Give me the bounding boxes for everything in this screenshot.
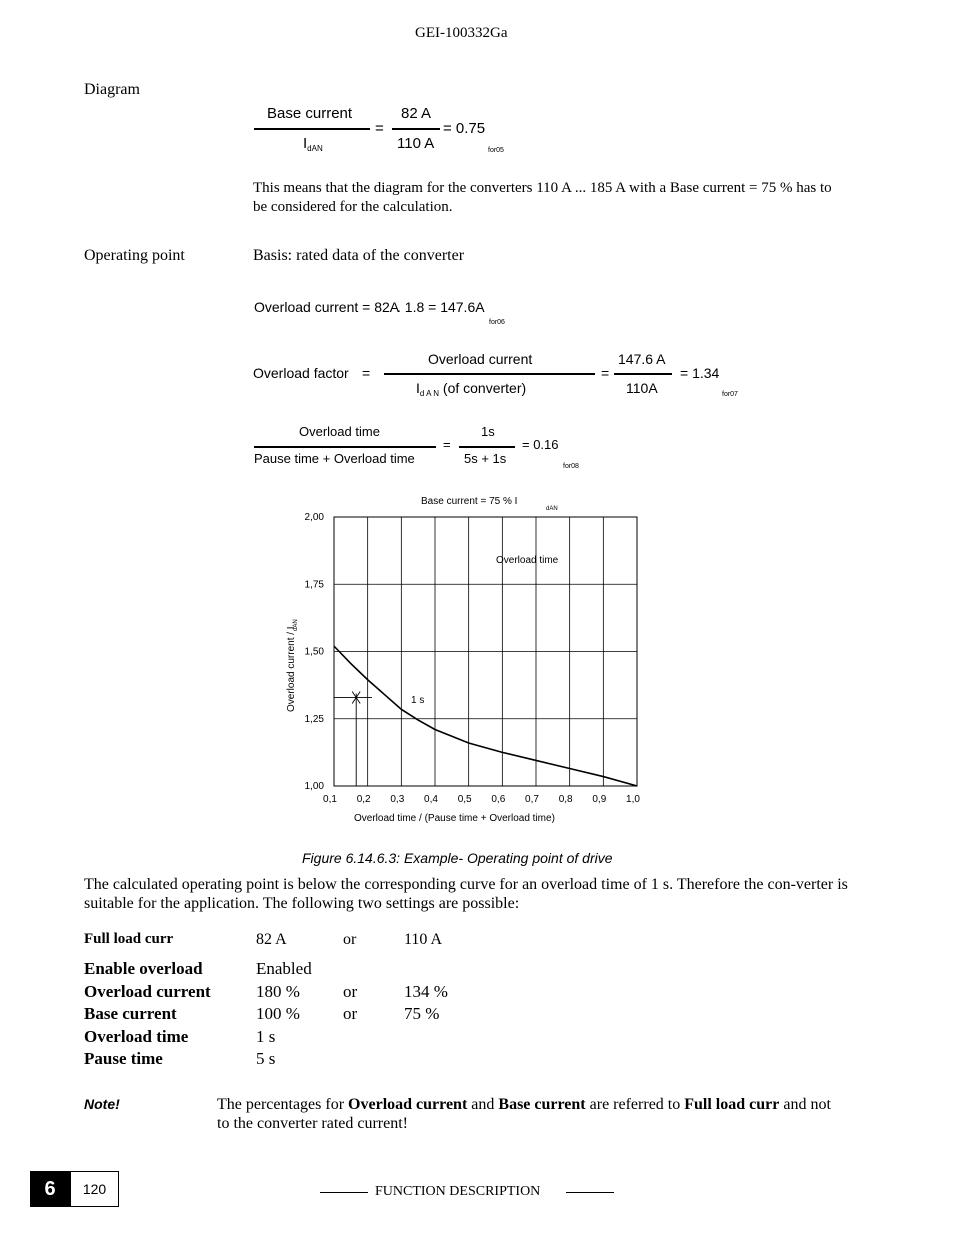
section-label-operating-point: Operating point bbox=[84, 247, 185, 264]
time-ratio-result: = 0.16 bbox=[522, 437, 559, 452]
formula-numerator: Base current bbox=[267, 105, 353, 122]
time-fraction-denominator: 5s + 1s bbox=[464, 451, 507, 466]
fraction-numerator: 82 A bbox=[401, 105, 432, 122]
formula-tag: for08 bbox=[563, 463, 579, 470]
setting-value: 100 % bbox=[256, 1004, 300, 1023]
note-label: Note! bbox=[84, 1096, 120, 1112]
x-tick-label: 0,3 bbox=[390, 794, 405, 805]
section-label-diagram: Diagram bbox=[84, 81, 140, 98]
formula-tag: for06 bbox=[489, 319, 505, 326]
y-tick-label: 1,25 bbox=[304, 713, 324, 725]
equals-sign: = bbox=[362, 365, 371, 381]
factor-numerator: Overload current bbox=[428, 351, 533, 367]
setting-alt-value: 75 % bbox=[404, 1004, 440, 1023]
y-tick-label: 1,50 bbox=[304, 646, 324, 658]
figure-caption: Figure 6.14.6.3: Example- Operating point of drive bbox=[302, 850, 613, 866]
body-paragraph: The calculated operating point is below the corresponding curve for an overload time of 1 s. Therefore the con-verter is suitable for the application. The following two settings are possible: bbox=[84, 876, 848, 912]
basis-text: Basis: rated data of the converter bbox=[253, 247, 465, 264]
y-tick-label: 1,75 bbox=[304, 579, 324, 591]
equals-sign: = bbox=[443, 437, 451, 452]
setting-value: 180 % bbox=[256, 982, 300, 1001]
formula-tag: for07 bbox=[722, 391, 738, 398]
x-tick-label: 0,9 bbox=[592, 794, 607, 805]
setting-name: Base current bbox=[84, 1004, 177, 1023]
y-axis-label: Overload current / I bbox=[286, 626, 297, 712]
setting-value: 5 s bbox=[256, 1049, 276, 1068]
x-tick-label: 0,4 bbox=[424, 794, 438, 805]
x-tick-label: 0,6 bbox=[491, 794, 506, 805]
factor-denominator: $I_{d A N}$ (of converter) bbox=[416, 380, 527, 398]
y-tick-label: 2,00 bbox=[304, 512, 324, 523]
y-axis-label-sub: dAN bbox=[293, 619, 299, 631]
setting-value: 82 A bbox=[256, 931, 287, 948]
setting-or: or bbox=[343, 982, 358, 1001]
equals-sign: = bbox=[375, 120, 384, 137]
x-tick-label: 0,2 bbox=[356, 794, 371, 805]
setting-name: Full load curr bbox=[84, 931, 174, 947]
document-id: GEI-100332Ga bbox=[415, 25, 508, 41]
fraction-denominator: 110 A bbox=[397, 135, 435, 152]
footer-title: FUNCTION DESCRIPTION bbox=[375, 1184, 541, 1199]
setting-name: Pause time bbox=[84, 1049, 163, 1068]
overload-current-formula: Overload current = 82A bbox=[254, 299, 400, 315]
x-tick-label: 0,7 bbox=[525, 794, 539, 805]
curve-label: 1 s bbox=[411, 695, 425, 706]
overload-factor-label: Overload factor bbox=[253, 365, 349, 381]
time-ratio-numerator: Overload time bbox=[299, 424, 380, 439]
y-tick-label: 1,00 bbox=[304, 781, 324, 792]
x-tick-label: 0,8 bbox=[558, 794, 573, 805]
time-fraction-numerator: 1s bbox=[481, 424, 495, 439]
setting-name: Overload current bbox=[84, 982, 211, 1001]
setting-name: Enable overload bbox=[84, 959, 203, 978]
chapter-badge: 6 bbox=[30, 1171, 70, 1207]
x-tick-label: 0,5 bbox=[457, 794, 472, 805]
formula-result: = 0.75 bbox=[443, 120, 486, 137]
diagram-paragraph: This means that the diagram for the converters 110 A ... 185 A with a Base current = 75 % has to be considered for the calculation. bbox=[253, 180, 832, 215]
curve-1s bbox=[334, 646, 637, 786]
overload-current-calc: . 1.8 = 147.6A bbox=[397, 299, 485, 315]
footer-rule-left bbox=[320, 1192, 368, 1193]
setting-alt-value: 134 % bbox=[404, 982, 448, 1001]
setting-or: or bbox=[343, 1004, 358, 1023]
chart-title-sub: dAN bbox=[546, 506, 558, 512]
time-ratio-denominator: Pause time + Overload time bbox=[254, 451, 415, 466]
setting-or: or bbox=[343, 931, 357, 948]
chart-title: Base current = 75 % I bbox=[421, 496, 518, 507]
setting-name: Overload time bbox=[84, 1027, 189, 1046]
footer-rule-right bbox=[566, 1192, 614, 1193]
x-axis-label: Overload time / (Pause time + Overload time) bbox=[354, 813, 555, 824]
factor-result: = 1.34 bbox=[680, 365, 720, 381]
setting-value: Enabled bbox=[256, 959, 312, 978]
factor-fraction-numerator: 147.6 A bbox=[618, 351, 666, 367]
formula-tag: for05 bbox=[488, 147, 504, 154]
x-tick-label: 0,1 bbox=[323, 794, 337, 805]
formula-denominator: $I_{dAN}$ bbox=[303, 135, 323, 153]
page-number: 120 bbox=[70, 1171, 119, 1207]
x-tick-label: 1,0 bbox=[626, 794, 640, 805]
setting-alt-value: 110 A bbox=[404, 931, 443, 948]
equals-sign: = bbox=[601, 365, 610, 381]
note-text: The percentages for Overload current and Base current are referred to Full load curr and not to the converter rated current! bbox=[217, 1096, 831, 1132]
annotation-overload-time: Overload time bbox=[496, 555, 559, 566]
setting-value: 1 s bbox=[256, 1027, 276, 1046]
factor-fraction-denominator: 110A bbox=[626, 380, 658, 396]
